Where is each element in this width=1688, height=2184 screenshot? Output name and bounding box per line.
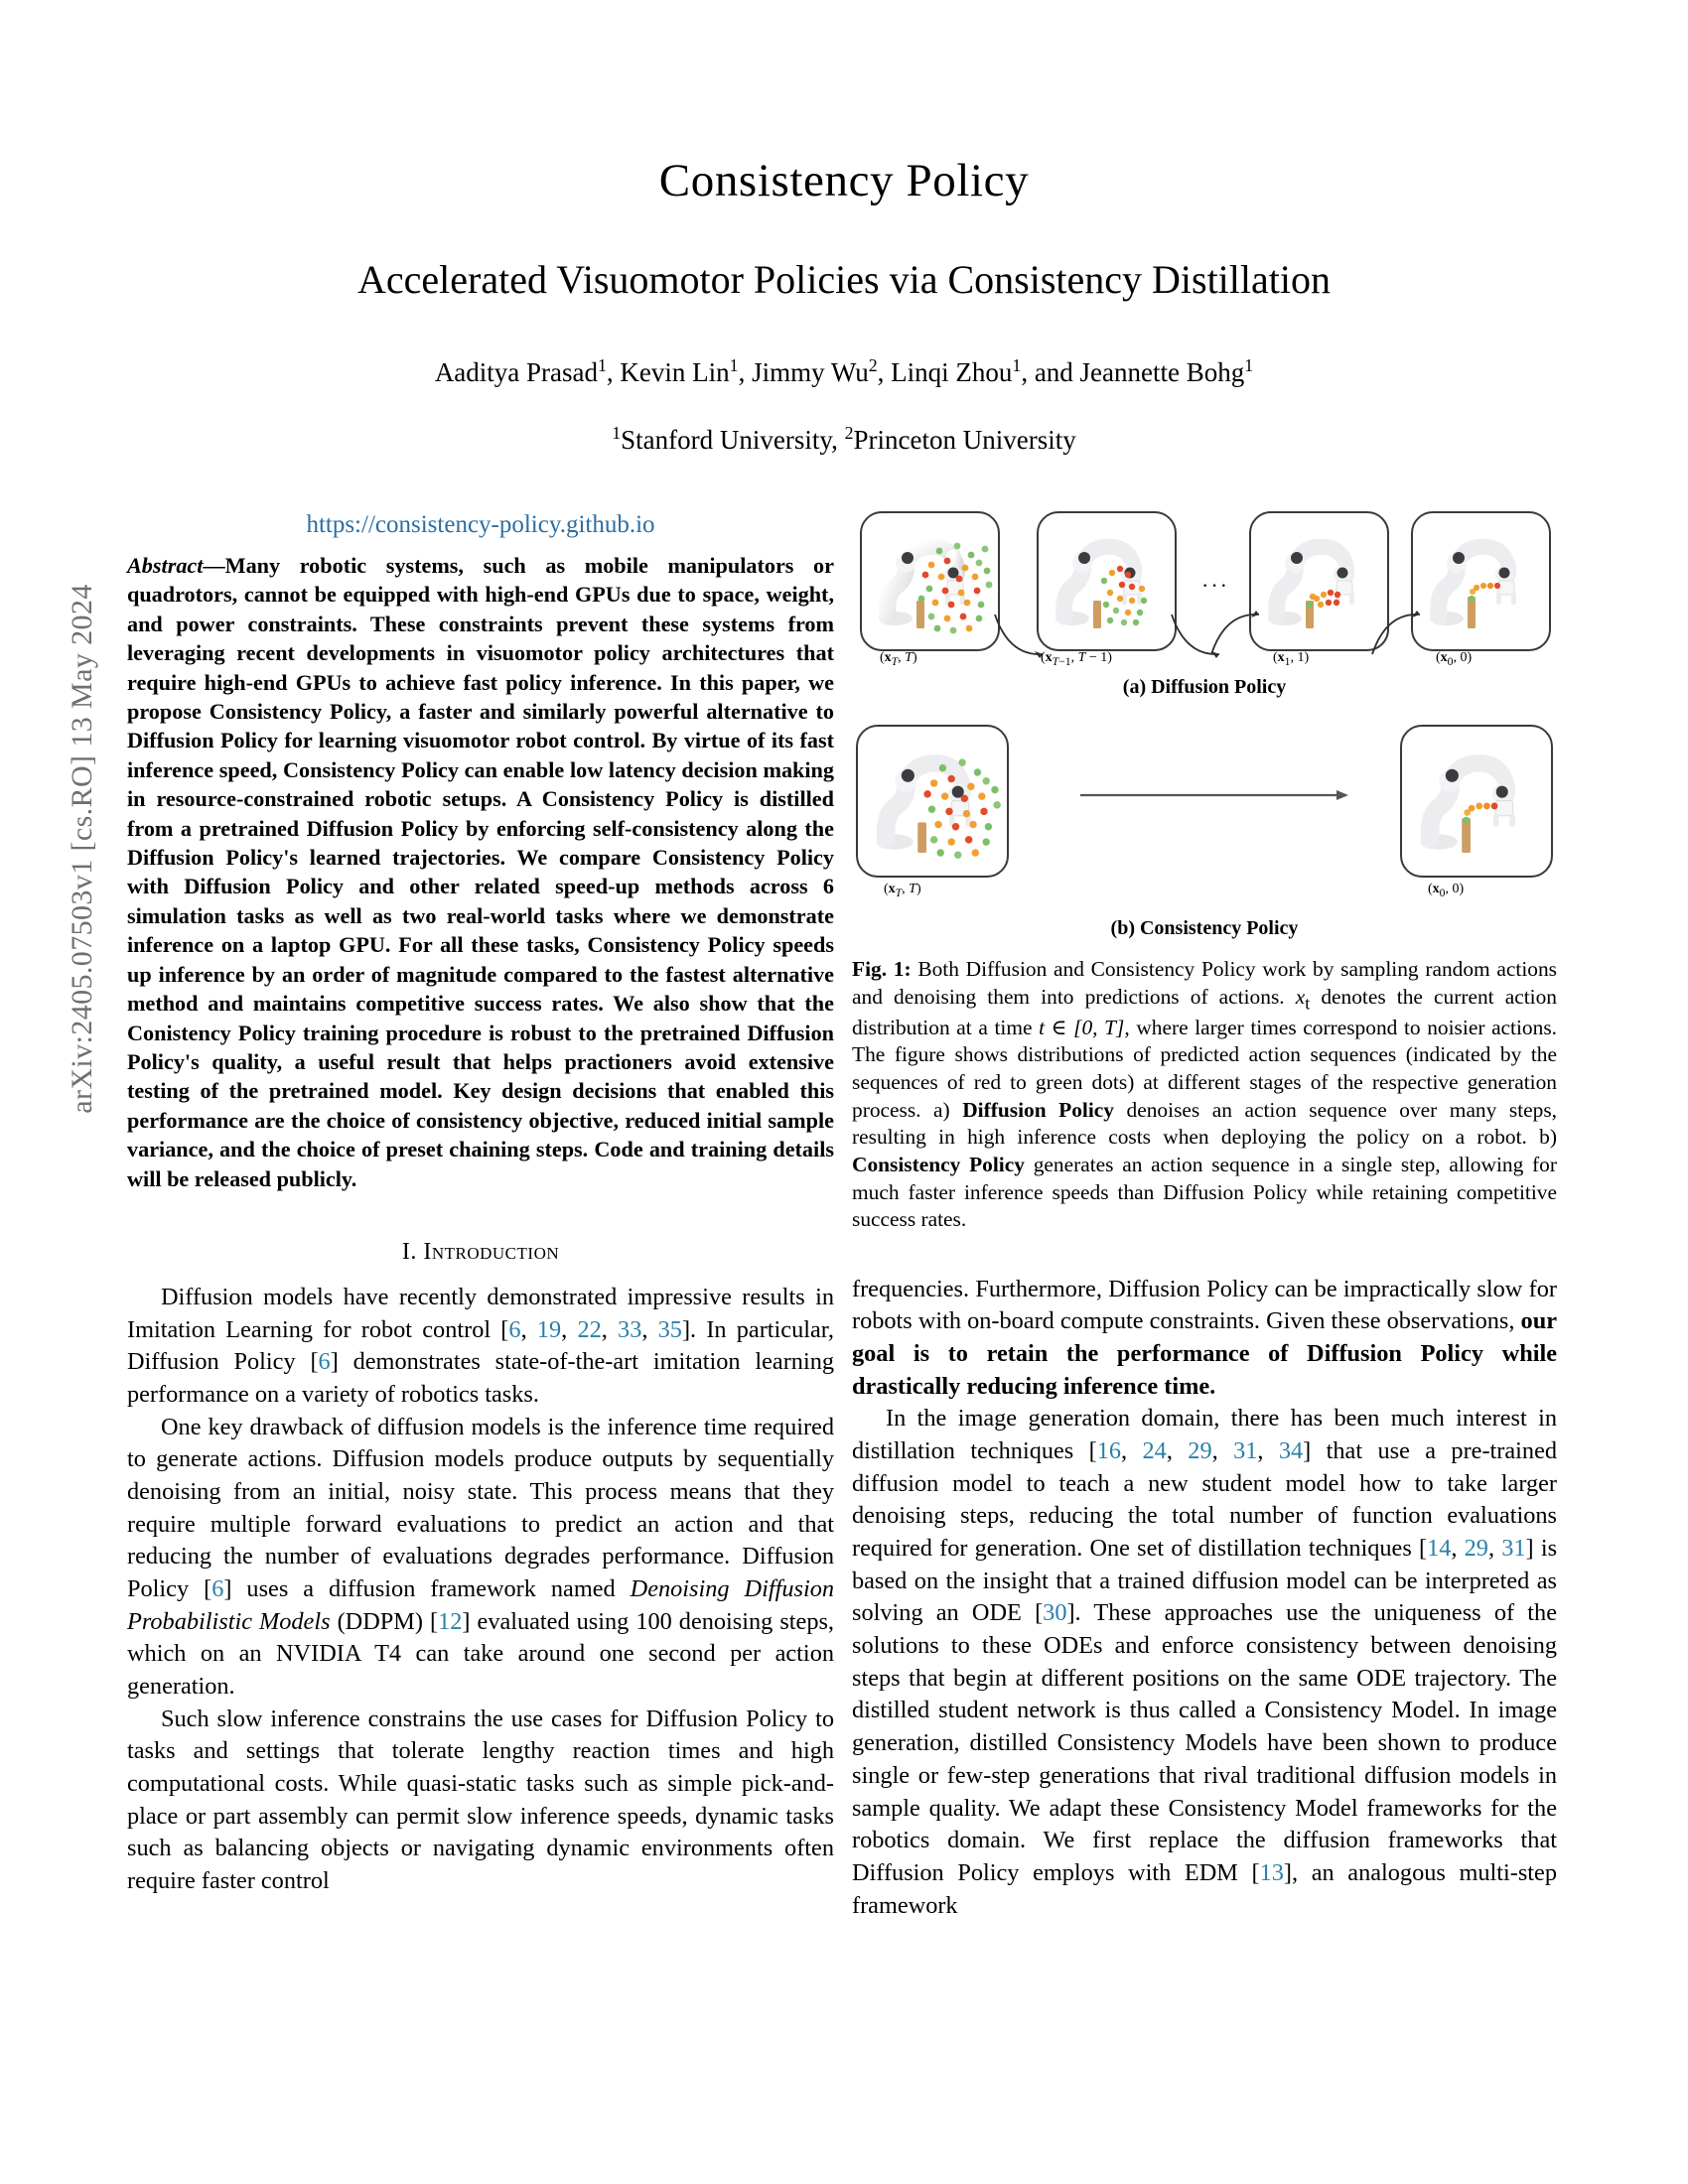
paragraph bbox=[127, 1704, 834, 1898]
paragraph-text: , bbox=[641, 1315, 658, 1343]
paragraph-text: , bbox=[1211, 1437, 1234, 1465]
figure-1-caption bbox=[852, 956, 1557, 1234]
caption-math: [0, T] bbox=[1073, 1015, 1125, 1039]
citation-link[interactable]: 6 bbox=[318, 1348, 331, 1376]
caption-emphasis: Diffusion Policy bbox=[962, 1097, 1114, 1122]
action-sample-dots bbox=[858, 727, 1007, 876]
author-affiliation-marker: 1 bbox=[1012, 355, 1022, 375]
panel-label-a-4: ($x_0$, 0) bbox=[1436, 650, 1473, 668]
affiliation-name: Princeton University bbox=[853, 425, 1076, 455]
action-trajectory-dots bbox=[1413, 513, 1549, 649]
author-affiliation-marker: 1 bbox=[729, 355, 739, 375]
caption-text: Both Diffusion and Consistency Policy work by sampling random actions and denoising them into predictions of actions. bbox=[852, 957, 1557, 1009]
caption-subscript: t bbox=[1305, 992, 1311, 1013]
caption-text: generates an action sequence in a single step, allowing for much faster inference speeds than Diffusion Policy while retaining competitive success rates. bbox=[852, 1152, 1557, 1232]
citation-link[interactable]: 22 bbox=[577, 1315, 602, 1343]
panel-label-b-1: ($x_T$, T) bbox=[884, 882, 921, 899]
paragraph-text: , bbox=[1487, 1535, 1502, 1563]
section-heading-introduction bbox=[127, 1239, 834, 1266]
intro-paragraphs-right bbox=[852, 1274, 1557, 1922]
affiliation-name: Stanford University bbox=[621, 425, 832, 455]
caption-text: denoises an action sequence over many steps, resulting in high inference costs when deploying the policy on a robot. b) bbox=[852, 1097, 1558, 1150]
paragraph-text: In the image generation domain, there has been much interest in distillation techniques [ bbox=[852, 1405, 1557, 1465]
action-sample-dots bbox=[1039, 513, 1175, 649]
italic-term: Denoising Diffusion Probabilistic Models bbox=[127, 1574, 834, 1635]
figure-1b-row bbox=[852, 725, 1557, 911]
citation-link[interactable]: 33 bbox=[618, 1315, 642, 1343]
paragraph-text: ] that use a pre-trained diffusion model to teach a new student model how to take larger denoising steps, reducing the total number of function evaluations required for generation. One set of distillation techniques [ bbox=[852, 1437, 1558, 1563]
citation-link[interactable]: 30 bbox=[1043, 1599, 1067, 1627]
paragraph-text: (DDPM) [ bbox=[330, 1607, 439, 1635]
author-name: Linqi Zhou bbox=[891, 357, 1013, 387]
right-column bbox=[852, 511, 1557, 1922]
paragraph bbox=[127, 1412, 834, 1704]
author-name: and Jeannette Bohg bbox=[1034, 357, 1245, 387]
panel-label-a-2: ($x_{T-1}$, T − 1) bbox=[1041, 650, 1112, 668]
caption-emphasis: Consistency Policy bbox=[852, 1152, 1025, 1176]
diffusion-panel-4 bbox=[1411, 511, 1551, 651]
figure-1a-caption: (a) Diffusion Policy bbox=[1122, 676, 1287, 698]
caption-text: ∈ bbox=[1045, 1015, 1074, 1039]
author-name: Aaditya Prasad bbox=[434, 357, 599, 387]
paragraph-text: , bbox=[561, 1315, 578, 1343]
diffusion-panel-1 bbox=[860, 511, 1000, 651]
paragraph-text: , bbox=[520, 1315, 537, 1343]
paragraph-text: ]. In particular, Diffusion Policy [ bbox=[127, 1315, 834, 1376]
citation-link[interactable]: 16 bbox=[1096, 1437, 1122, 1465]
citation-link[interactable]: 19 bbox=[536, 1315, 562, 1343]
diffusion-panel-2 bbox=[1037, 511, 1177, 651]
denoising-arrow-3 bbox=[1207, 611, 1265, 666]
consistency-panel-start bbox=[856, 725, 1009, 878]
caption-math: x bbox=[1295, 984, 1306, 1009]
citation-link[interactable]: 35 bbox=[657, 1315, 682, 1343]
page-subtitle: Accelerated Visuomotor Policies via Consistency Distillation bbox=[356, 257, 1332, 302]
citation-link[interactable]: 13 bbox=[1259, 1858, 1284, 1886]
paragraph-text: , bbox=[601, 1315, 619, 1343]
citation-link[interactable]: 29 bbox=[1188, 1437, 1212, 1465]
paragraph-text: One key drawback of diffusion models is the inference time required to generate actions. Diffusion models produce outputs by sequentially denoising from an initial, noisy state. This process means that they require multiple forward evaluations to predict an action and that reducing the number of evaluations degrades performance. Diffusion Policy [ bbox=[127, 1413, 834, 1602]
page-title: Consistency Policy bbox=[658, 155, 1030, 206]
paragraph-text: ] demonstrates state-of-the-art imitation learning performance on a variety of robotics tasks. bbox=[127, 1348, 834, 1408]
citation-link[interactable]: 31 bbox=[1501, 1535, 1526, 1563]
author-affiliation-marker: 1 bbox=[1244, 355, 1254, 375]
caption-math: t bbox=[1039, 1015, 1046, 1039]
single-step-arrow bbox=[1078, 786, 1356, 804]
figure-1 bbox=[852, 511, 1557, 1234]
citation-link[interactable]: 6 bbox=[508, 1315, 521, 1343]
citation-link[interactable]: 24 bbox=[1142, 1437, 1167, 1465]
citation-link[interactable]: 12 bbox=[438, 1607, 463, 1635]
figure-1b-caption: (b) Consistency Policy bbox=[1110, 917, 1299, 939]
citation-link[interactable]: 6 bbox=[211, 1574, 224, 1602]
paragraph-text: , bbox=[1121, 1437, 1143, 1465]
paragraph bbox=[127, 1282, 834, 1412]
citation-link[interactable]: 29 bbox=[1464, 1535, 1488, 1563]
figure-ellipsis: ··· bbox=[1201, 573, 1229, 598]
paragraph-text: frequencies. Furthermore, Diffusion Policy can be impractically slow for robots with on-board compute constraints. Given these observations, bbox=[852, 1275, 1557, 1335]
affiliation-marker: 1 bbox=[612, 423, 622, 443]
affiliation-marker: 2 bbox=[844, 423, 854, 443]
caption-text: denotes the current action distribution at a time bbox=[852, 984, 1557, 1039]
author-affiliation-marker: 2 bbox=[868, 355, 878, 375]
paragraph-text: ] uses a diffusion framework named bbox=[223, 1574, 631, 1602]
paragraph bbox=[852, 1274, 1557, 1404]
figure-1a-row bbox=[852, 511, 1557, 670]
paragraph-text: ] is based on the insight that a trained diffusion model can be interpreted as solving an ODE [ bbox=[852, 1535, 1558, 1627]
author-list: Aaditya Prasad$^1$, Kevin Lin$^1$, Jimmy Wu$^2$, Linqi Zhou$^1$, and Jeannette Bohg$^1$ bbox=[434, 355, 1254, 387]
section-title: Introduction bbox=[423, 1238, 560, 1265]
paragraph-text: ], an analogous multi-step framework bbox=[852, 1858, 1557, 1919]
paragraph-text: , bbox=[1451, 1535, 1465, 1563]
abstract-lead: Abstract bbox=[127, 553, 204, 578]
action-trajectory-dots bbox=[1402, 727, 1551, 876]
abstract-text bbox=[127, 551, 834, 1193]
author-affiliation-marker: 1 bbox=[598, 355, 607, 375]
citation-link[interactable]: 34 bbox=[1278, 1437, 1304, 1465]
panel-label-a-1: ($x_T$, T) bbox=[880, 650, 917, 668]
citation-link[interactable]: 14 bbox=[1427, 1535, 1452, 1563]
panel-label-b-2: ($x_0$, 0) bbox=[1428, 882, 1465, 899]
panel-label-a-3: ($x_1$, 1) bbox=[1273, 650, 1310, 668]
project-url-link[interactable]: https://consistency-policy.github.io bbox=[306, 511, 655, 538]
paragraph-text: ]. These approaches use the uniqueness of the solutions to these ODEs and enforce consistency between denoising steps that begin at different positions on the same ODE trajectory. The distilled student network is thus called a Consistency Model. In image generation, distilled Consistency Models have been shown to produce single or few-step generations that rival traditional diffusion models in sample quality. We adapt these Consistency Model frameworks for the robotics domain. We first replace the diffusion frameworks that Diffusion Policy employs with EDM [ bbox=[852, 1599, 1557, 1886]
paragraph-text: , bbox=[1166, 1437, 1189, 1465]
figure-number: Fig. 1: bbox=[852, 957, 912, 981]
author-name: Jimmy Wu bbox=[752, 357, 869, 387]
paragraph-text: Diffusion models have recently demonstrated impressive results in Imitation Learning for robot control [ bbox=[127, 1283, 834, 1343]
abstract-body: Many robotic systems, such as mobile manipulators or quadrotors, cannot be equipped with high-end GPUs due to space, weight, and power constraints. These constraints prevent these systems from leveraging recent developments in visuomotor policy architectures that require high-end GPUs to achieve fast policy inference. In this paper, we propose Consistency Policy, a faster and similarly powerful alternative to Diffusion Policy for learning visuomotor robot control. By virtue of its fast inference speed, Consistency Policy can enable low latency decision making in resource-constrained robotic setups. A Consistency Policy is distilled from a pretrained Diffusion Policy by enforcing self-consistency along the Diffusion Policy's learned trajectories. We compare Consistency Policy with Diffusion Policy and other related speed-up methods across 6 simulation tasks as well as two real-world tasks where we demonstrate inference on a laptop GPU. For all these tasks, Consistency Policy speeds up inference by an order of magnitude compared to the fastest alternative method and maintains competitive success rates. We also show that the Conistency Policy training procedure is robust to the pretrained Diffusion Policy's quality, a useful result that helps practioners avoid extensive testing of the pretrained model. Key design decisions that enabled this performance are the choice of consistency objective, reduced initial sample variance, and the choice of preset chaining steps. Code and training details will be released publicly. bbox=[127, 553, 834, 1191]
paragraph-text: , bbox=[1257, 1437, 1279, 1465]
left-column bbox=[127, 511, 834, 1898]
intro-paragraphs-left bbox=[127, 1282, 834, 1898]
abstract-dash: — bbox=[203, 553, 225, 578]
section-numeral: I. bbox=[401, 1238, 417, 1265]
bold-emphasis: our goal is to retain the performance of Diffusion Policy while drastically reducing inference time. bbox=[852, 1307, 1557, 1400]
author-name: Kevin Lin bbox=[620, 357, 730, 387]
action-sample-dots bbox=[862, 513, 998, 649]
consistency-panel-end bbox=[1400, 725, 1553, 878]
citation-link[interactable]: 31 bbox=[1233, 1437, 1258, 1465]
paragraph-text: Such slow inference constrains the use cases for Diffusion Policy to tasks and settings that tolerate lengthy reaction times and high computational costs. While quasi-static tasks such as simple pick-and-place or part assembly can permit slow inference speeds, dynamic tasks such as balancing objects or navigating dynamic environments often require faster control bbox=[127, 1705, 834, 1895]
affiliation-list: $^1$Stanford University, $^2$Princeton University bbox=[612, 423, 1076, 455]
paragraph bbox=[852, 1403, 1557, 1922]
denoising-arrow-4 bbox=[1368, 611, 1426, 666]
arxiv-identifier-stamp: arXiv:2405.07503v1 [cs.RO] 13 May 2024 bbox=[66, 584, 98, 1114]
paragraph-text: ] evaluated using 100 denoising steps, which on an NVIDIA T4 can take around one second per action generation. bbox=[127, 1607, 834, 1700]
action-sample-dots bbox=[1251, 513, 1387, 649]
caption-text: , where larger times correspond to noisier actions. The figure shows distributions of predicted action sequences (indicated by the sequences of red to green dots) at different stages of the respective generation process. a) bbox=[852, 1015, 1557, 1122]
